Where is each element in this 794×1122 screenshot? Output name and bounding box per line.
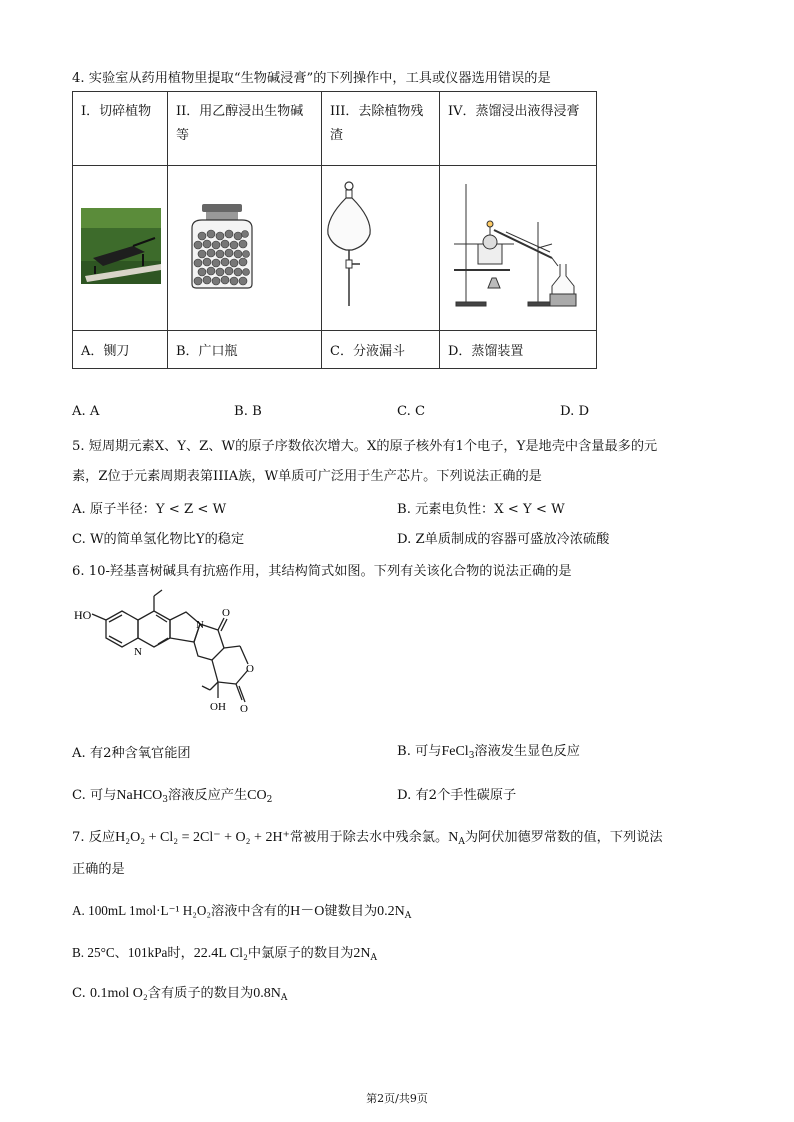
guillotine-cutter-photo [73,166,167,326]
q4-choice-a: A. A [72,404,100,419]
label-d: D．蒸馏装置 [448,344,524,359]
q6-stem: 6. 10-羟基喜树碱具有抗癌作用，其结构简式如图。下列有关该化合物的说法正确的是 [72,564,572,579]
q7-option-b: B. 25°C、101kPa时，22.4L Cl₂中氯原子的数目为$2N_A$ [72,945,378,963]
atom-o1: O [222,607,230,619]
label-b: B．广口瓶 [176,344,238,359]
header-1: I．切碎植物 [81,104,152,119]
q7-stem-line2: 正确的是 [72,862,125,877]
q6-option-d: D. 有2个手性碳原子 [397,788,517,803]
q7-stem-line1: 7. 反应H₂O₂ + Cl₂ = 2Cl⁻ + O₂ + 2H⁺常被用于除去水中残余氯。$N_A$为阿伏加德罗常数的值，下列说法 [72,830,663,847]
q5-option-a: A. 原子半径：Y < Z < W [72,502,227,517]
atom-n1: N [134,646,142,658]
q4-choice-d: D. D [560,404,590,419]
atom-o3: O [240,703,248,715]
atom-o2: O [246,663,254,675]
label-c: C．分液漏斗 [330,344,405,359]
q6-option-c: C. 可与NaHCO$_3$溶液反应产生$CO_2$ [72,788,273,805]
q6-option-b: B. 可与FeCl$_3$溶液发生显色反应 [397,744,580,761]
q7-option-a: A. 100mL 1mol·L⁻¹ H₂O₂溶液中含有的H－O键数目为$0.2N_A$ [72,903,412,921]
q4-table [72,91,597,369]
label-a: A．铡刀 [81,344,130,359]
wide-mouth-bottle [168,166,321,326]
atom-oh: OH [210,701,226,713]
header-3: III．去除植物残渣 [330,104,424,143]
q5-stem-line1: 5. 短周期元素X、Y、Z、W的原子序数依次增大。X的原子核外有1个电子，Y是地壳中含量最多的元 [72,439,658,454]
q5-option-d: D. Z单质制成的容器可盛放冷浓硫酸 [397,532,610,547]
atom-n2: N [196,619,204,631]
q5-option-c: C. W的简单氢化物比Y的稳定 [72,532,245,547]
camptothecin-structure [72,588,292,728]
header-2: II．用乙醇浸出生物碱等 [176,104,304,143]
separatory-funnel [322,166,439,326]
q7-option-c: C. 0.1mol O₂含有质子的数目为$0.8N_A$ [72,986,288,1003]
q4-choice-c: C. C [397,404,426,419]
q5-stem-line2: 素，Z位于元素周期表第IIIA族，W单质可广泛用于生产芯片。下列说法正确的是 [72,469,542,484]
q4-choice-b: B. B [234,404,262,419]
header-4: IV．蒸馏浸出液得浸膏 [448,104,580,119]
q6-option-a: A. 有2种含氧官能团 [72,746,191,761]
q5-option-b: B. 元素电负性：X < Y < W [397,502,565,517]
page-footer: 第2页/共9页 [366,1092,428,1105]
atom-ho: HO [74,608,92,622]
q4-stem: 4. 实验室从药用植物里提取“生物碱浸膏”的下列操作中，工具或仪器选用错误的是 [72,71,551,86]
distillation-apparatus [440,166,596,326]
